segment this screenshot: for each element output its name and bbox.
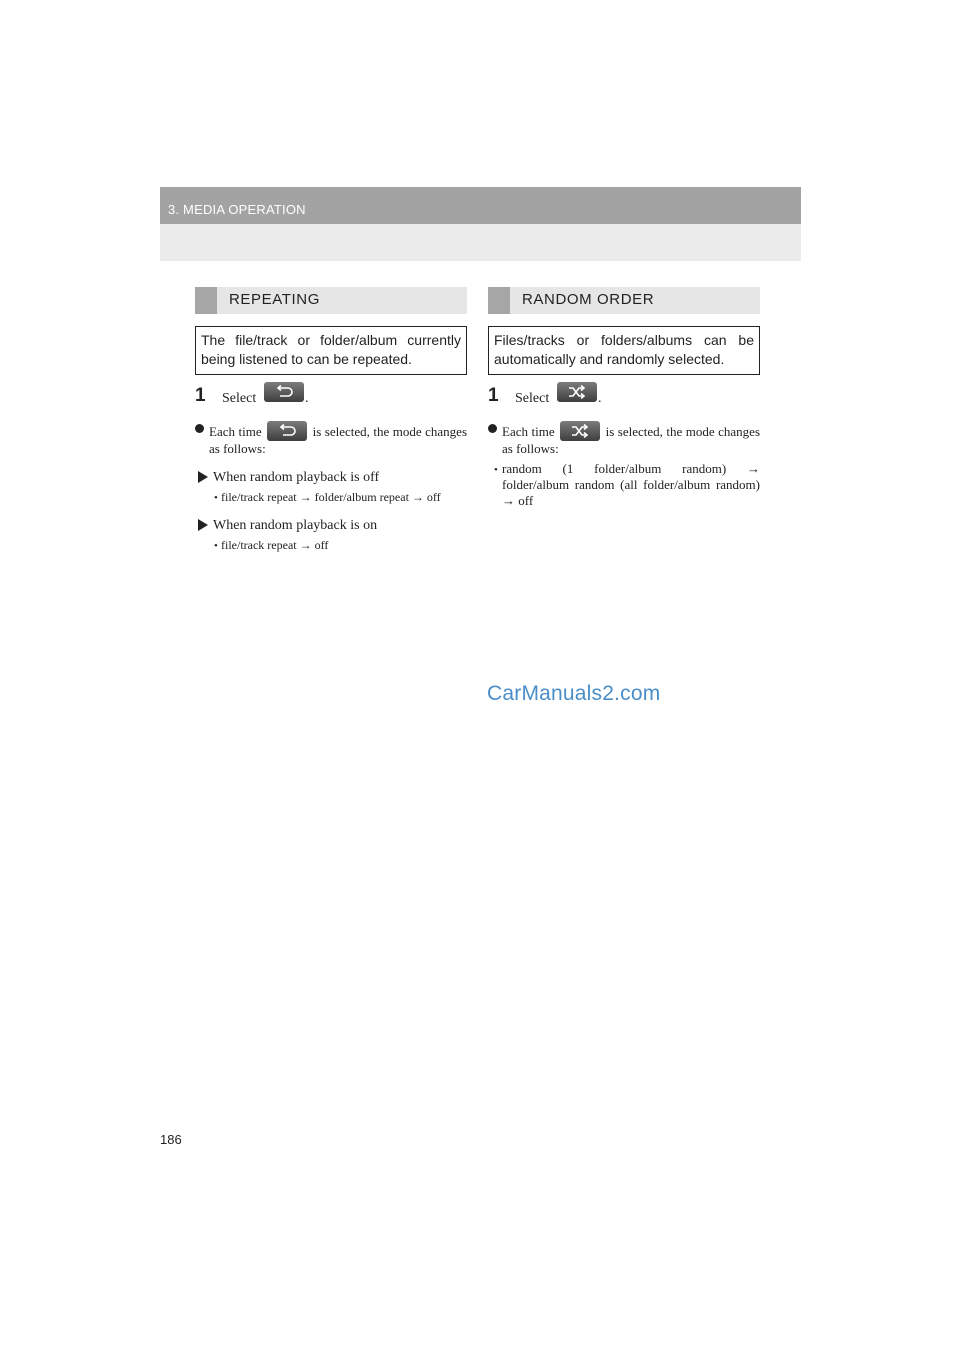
watermark: CarManuals2.com: [487, 682, 661, 705]
section-title: RANDOM ORDER: [522, 291, 655, 308]
section-title: REPEATING: [229, 291, 320, 308]
case-heading: [195, 517, 467, 534]
intro-box: The file/track or folder/album currently being listened to can be repeated.: [195, 326, 467, 375]
case-item-text: file/track repeat → folder/album repeat → off: [221, 490, 441, 504]
case-item-text: file/track repeat → off: [221, 538, 329, 552]
step-1: [195, 387, 467, 411]
step-number: 1: [488, 385, 499, 406]
bullet-text-end: is selected, the mode changes as follows:: [209, 424, 468, 456]
repeat-button-image: [264, 382, 304, 402]
bullet-dot: [195, 424, 204, 433]
case-heading-text: When random playback is off: [213, 470, 380, 485]
section-header: [488, 287, 760, 314]
bullet-item: [195, 421, 467, 457]
step-1: [488, 387, 760, 411]
bullet-text-start: Each time: [209, 424, 262, 439]
step-end: .: [305, 391, 309, 406]
triangle-icon: [198, 519, 208, 531]
sub-bullet-icon: •: [214, 540, 218, 552]
bullet-item: [488, 421, 760, 457]
step-number: 1: [195, 385, 206, 406]
repeat-button-image: [267, 421, 307, 441]
page-header: [160, 187, 801, 261]
bullet-text-end: is selected, the mode changes as follows:: [502, 424, 761, 456]
bullet-dot: [488, 424, 497, 433]
case-item: [195, 538, 467, 553]
shuffle-button-image: [560, 421, 600, 441]
case-item: [195, 490, 467, 505]
repeating-section: [195, 287, 467, 553]
step-end: .: [598, 391, 602, 406]
section-header: [195, 287, 467, 314]
step-text: Select: [515, 391, 550, 406]
mode-sequence: [488, 461, 760, 509]
section-marker: [488, 287, 510, 314]
mode-sequence-text: random (1 folder/album random) → folder/album random (all folder/album random) → off: [502, 461, 760, 508]
header-bar: [160, 187, 801, 224]
case-heading: [195, 469, 467, 486]
step-text: Select: [222, 391, 257, 406]
bullet-text-start: Each time: [502, 424, 555, 439]
page-number: 186: [160, 1132, 182, 1147]
shuffle-icon: [568, 385, 586, 399]
shuffle-button-image: [557, 382, 597, 402]
section-marker: [195, 287, 217, 314]
sub-bullet-icon: •: [214, 492, 218, 504]
sub-bullet-icon: •: [494, 464, 498, 476]
triangle-icon: [198, 471, 208, 483]
random-order-section: [488, 287, 760, 509]
chapter-title: 3. MEDIA OPERATION: [168, 202, 306, 217]
shuffle-icon: [571, 424, 589, 438]
case-heading-text: When random playback is on: [213, 518, 378, 533]
intro-box: Files/tracks or folders/albums can be automatically and randomly selected.: [488, 326, 760, 375]
repeat-icon: [275, 385, 293, 399]
repeat-icon: [278, 424, 296, 438]
